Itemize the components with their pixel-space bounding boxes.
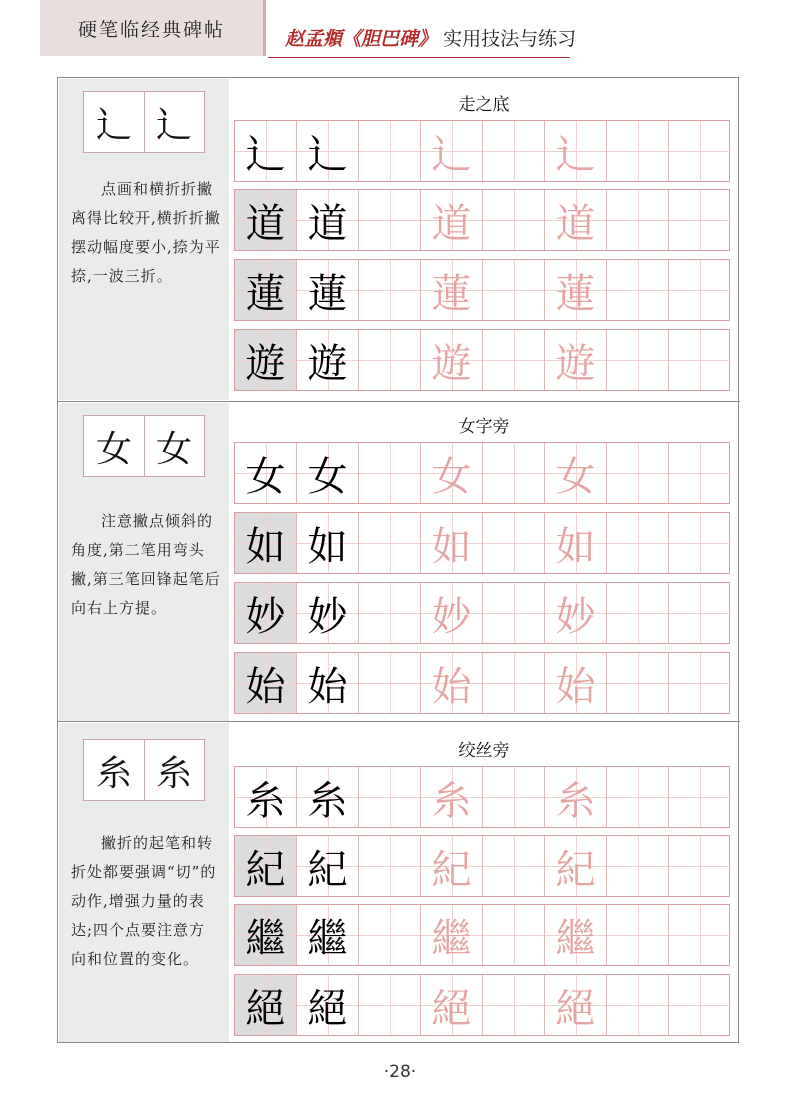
practice-row <box>234 259 730 321</box>
section-title: 绞丝旁 <box>458 741 510 761</box>
blank-cell[interactable] <box>483 260 545 320</box>
blank-cell[interactable] <box>483 836 545 896</box>
blank-cell[interactable] <box>607 330 669 390</box>
trace-char: 糸 <box>545 767 607 827</box>
blank-cell[interactable] <box>359 653 421 713</box>
blank-cell[interactable] <box>669 190 731 250</box>
blank-cell[interactable] <box>359 190 421 250</box>
section-description: 注意撇点倾斜的角度,第二笔用弯头撇,第三笔回锋起笔后向右上方提。 <box>71 512 221 617</box>
blank-cell[interactable] <box>669 767 731 827</box>
copy-char: 繼 <box>297 905 359 965</box>
blank-cell[interactable] <box>359 260 421 320</box>
trace-char: 絕 <box>545 975 607 1035</box>
trace-char: 道 <box>421 190 483 250</box>
blank-cell[interactable] <box>359 330 421 390</box>
practice-row <box>234 974 730 1036</box>
blank-cell[interactable] <box>669 443 731 503</box>
section-zouzhidi <box>58 78 740 401</box>
blank-cell[interactable] <box>607 905 669 965</box>
trace-char: 妙 <box>421 583 483 643</box>
blank-cell[interactable] <box>669 121 731 181</box>
blank-cell[interactable] <box>483 513 545 573</box>
blank-cell[interactable] <box>607 583 669 643</box>
trace-char: 蓮 <box>545 260 607 320</box>
copy-char: 如 <box>297 513 359 573</box>
blank-cell[interactable] <box>607 190 669 250</box>
sample-char: 辶 <box>155 104 192 146</box>
trace-char: 紀 <box>545 836 607 896</box>
blank-cell[interactable] <box>483 905 545 965</box>
model-char: 蓮 <box>235 260 297 320</box>
blank-cell[interactable] <box>669 260 731 320</box>
practice-frame <box>57 77 739 1043</box>
section-nvzipang <box>58 401 740 722</box>
model-char: 繼 <box>235 905 297 965</box>
model-char: 如 <box>235 513 297 573</box>
blank-cell[interactable] <box>669 330 731 390</box>
blank-cell[interactable] <box>359 905 421 965</box>
trace-char: 始 <box>545 653 607 713</box>
practice-row <box>234 766 730 828</box>
blank-cell[interactable] <box>483 190 545 250</box>
copy-char: 妙 <box>297 583 359 643</box>
section-description: 撇折的起笔和转折处都要强调“切”的动作,增强力量的表达;四个点要注意方向和位置的变化。 <box>71 834 217 968</box>
trace-char: 蓮 <box>421 260 483 320</box>
trace-char: 如 <box>421 513 483 573</box>
copy-char: 道 <box>297 190 359 250</box>
blank-cell[interactable] <box>359 513 421 573</box>
practice-row <box>234 904 730 966</box>
blank-cell[interactable] <box>607 260 669 320</box>
trace-char: 遊 <box>421 330 483 390</box>
blank-cell[interactable] <box>483 443 545 503</box>
page-number: ·28· <box>383 1062 417 1082</box>
section-title: 女字旁 <box>458 417 510 437</box>
section-jiaosipang <box>58 721 740 1043</box>
model-char: 道 <box>235 190 297 250</box>
blank-cell[interactable] <box>359 975 421 1035</box>
blank-cell[interactable] <box>359 443 421 503</box>
blank-cell[interactable] <box>483 975 545 1035</box>
blank-cell[interactable] <box>669 905 731 965</box>
practice-row <box>234 189 730 251</box>
blank-cell[interactable] <box>607 975 669 1035</box>
trace-char: 辶 <box>421 121 483 181</box>
trace-char: 女 <box>545 443 607 503</box>
practice-row <box>234 835 730 897</box>
model-char: 紀 <box>235 836 297 896</box>
copy-char: 絕 <box>297 975 359 1035</box>
blank-cell[interactable] <box>669 975 731 1035</box>
practice-row <box>234 512 730 574</box>
blank-cell[interactable] <box>359 121 421 181</box>
model-char: 糸 <box>235 767 297 827</box>
copy-char: 紀 <box>297 836 359 896</box>
blank-cell[interactable] <box>483 653 545 713</box>
practice-row <box>234 442 730 504</box>
blank-cell[interactable] <box>669 653 731 713</box>
header-book-title: 硬笔临经典碑帖 <box>40 0 266 56</box>
blank-cell[interactable] <box>483 330 545 390</box>
section-description: 点画和横折折撇离得比较开,横折折撇摆动幅度要小,捺为平捺,一波三折。 <box>71 180 221 285</box>
header-chapter-title <box>285 24 576 51</box>
sample-char: 糸 <box>84 740 145 800</box>
header-calligraphy-title: 赵孟頫《胆巴碑》 <box>285 28 438 50</box>
blank-cell[interactable] <box>607 767 669 827</box>
copy-char: 始 <box>297 653 359 713</box>
sample-box <box>83 91 205 153</box>
copy-char: 女 <box>297 443 359 503</box>
header-rule <box>268 57 570 58</box>
blank-cell[interactable] <box>483 121 545 181</box>
copy-char: 蓮 <box>297 260 359 320</box>
trace-char: 妙 <box>545 583 607 643</box>
trace-char: 辶 <box>545 121 607 181</box>
trace-char: 繼 <box>545 905 607 965</box>
trace-char: 始 <box>421 653 483 713</box>
model-char: 妙 <box>235 583 297 643</box>
practice-row <box>234 582 730 644</box>
section-left-panel <box>59 79 229 400</box>
model-char: 絕 <box>235 975 297 1035</box>
blank-cell[interactable] <box>359 767 421 827</box>
trace-char: 女 <box>421 443 483 503</box>
sample-box <box>83 739 205 801</box>
trace-char: 糸 <box>421 767 483 827</box>
blank-cell[interactable] <box>483 583 545 643</box>
header-subtitle: 实用技法与练习 <box>443 28 577 50</box>
blank-cell[interactable] <box>607 121 669 181</box>
trace-char: 繼 <box>421 905 483 965</box>
section-left-panel <box>59 403 229 721</box>
blank-cell[interactable] <box>607 653 669 713</box>
copy-char: 遊 <box>297 330 359 390</box>
model-char: 辶 <box>235 121 297 181</box>
blank-cell[interactable] <box>483 767 545 827</box>
blank-cell[interactable] <box>669 836 731 896</box>
blank-cell[interactable] <box>359 583 421 643</box>
model-char: 始 <box>235 653 297 713</box>
model-char: 女 <box>235 443 297 503</box>
sample-char: 女 <box>155 428 192 470</box>
section-title: 走之底 <box>458 95 510 115</box>
model-char: 遊 <box>235 330 297 390</box>
sample-box <box>83 415 205 477</box>
copy-char: 糸 <box>297 767 359 827</box>
trace-char: 絕 <box>421 975 483 1035</box>
blank-cell[interactable] <box>607 836 669 896</box>
blank-cell[interactable] <box>607 513 669 573</box>
sample-char: 女 <box>84 416 145 476</box>
trace-char: 遊 <box>545 330 607 390</box>
blank-cell[interactable] <box>607 443 669 503</box>
copy-char: 辶 <box>297 121 359 181</box>
practice-row <box>234 329 730 391</box>
trace-char: 如 <box>545 513 607 573</box>
trace-char: 道 <box>545 190 607 250</box>
sample-char: 辶 <box>84 92 145 152</box>
blank-cell[interactable] <box>359 836 421 896</box>
practice-row <box>234 652 730 714</box>
practice-row <box>234 120 730 182</box>
sample-char: 糸 <box>155 752 192 794</box>
trace-char: 紀 <box>421 836 483 896</box>
section-left-panel <box>59 723 229 1042</box>
blank-cell[interactable] <box>669 583 731 643</box>
blank-cell[interactable] <box>669 513 731 573</box>
